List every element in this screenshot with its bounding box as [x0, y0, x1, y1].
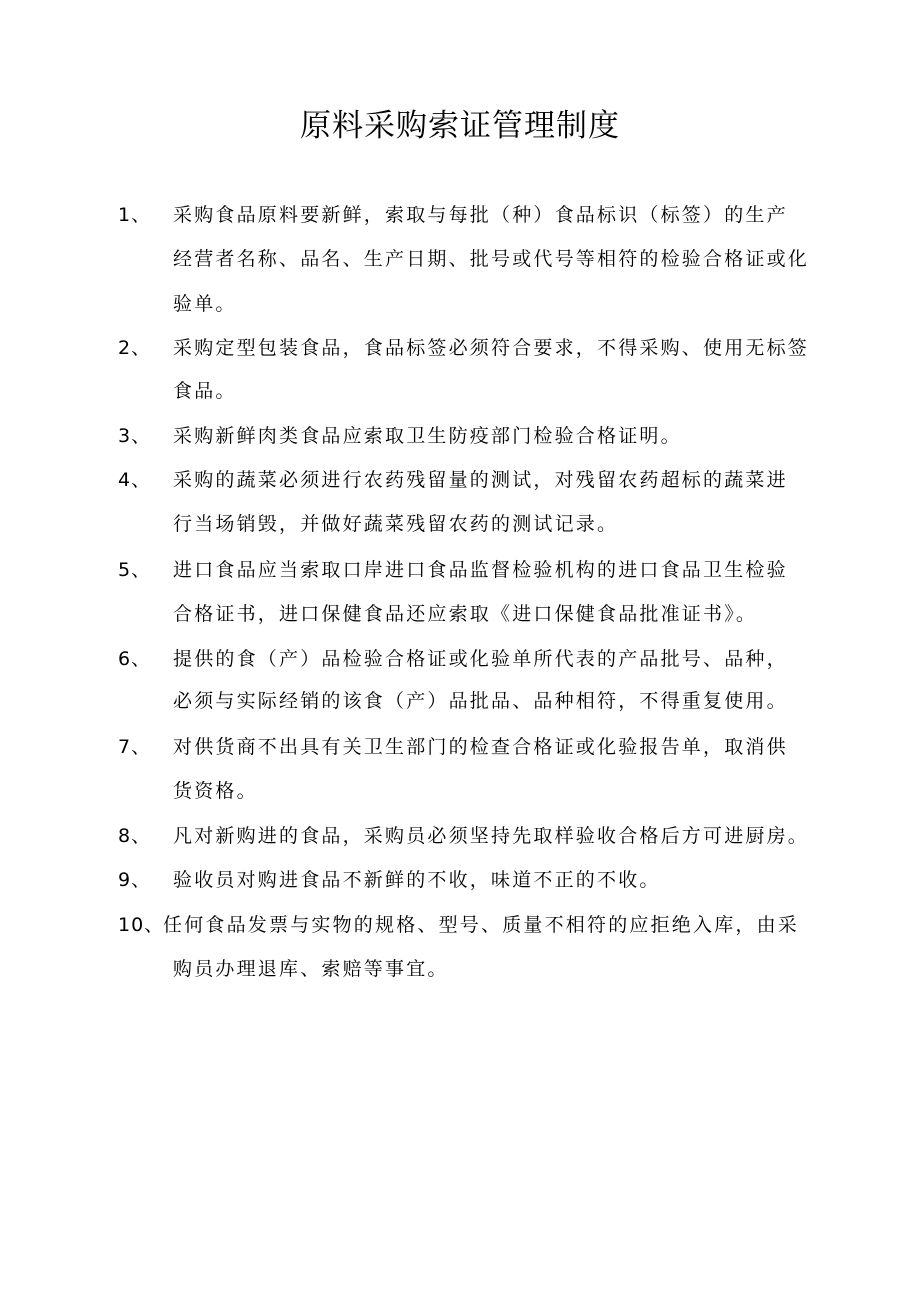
- item-number: 4、: [118, 469, 152, 491]
- item-line: 购员办理退库、索赔等事宜。: [173, 958, 449, 980]
- item-line: 行当场销毁，并做好蔬菜残留农药的测试记录。: [173, 513, 619, 535]
- item-number: 8、: [118, 825, 152, 847]
- item-line: 采购定型包装食品，食品标签必须符合要求，不得采购、使用无标签: [173, 337, 810, 359]
- item-line: 采购的蔬菜必须进行农药残留量的测试，对残留农药超标的蔬菜进: [173, 469, 788, 491]
- item-line: 合格证书，进口保健食品还应索取《进口保健食品批准证书》。: [173, 603, 758, 625]
- item-number: 1、: [118, 204, 152, 226]
- item-line: 凡对新购进的食品，采购员必须坚持先取样验收合格后方可进厨房。: [173, 825, 810, 847]
- item-line: 经营者名称、品名、生产日期、批号或代号等相符的检验合格证或化: [173, 248, 810, 270]
- item-number: 2、: [118, 337, 152, 359]
- item-line: 进口食品应当索取口岸进口食品监督检验机构的进口食品卫生检验: [173, 559, 788, 581]
- item-line: 采购食品原料要新鲜，索取与每批（种）食品标识（标签）的生产: [173, 204, 788, 226]
- item-number: 9、: [118, 869, 152, 891]
- document-title: 原料采购索证管理制度: [300, 108, 620, 144]
- item-line: 对供货商不出具有关卫生部门的检查合格证或化验报告单，取消供: [173, 736, 788, 758]
- item-number: 5、: [118, 559, 152, 581]
- item-line: 验单。: [173, 293, 237, 315]
- item-line: 食品。: [173, 380, 237, 402]
- item-number: 6、: [118, 648, 152, 670]
- item-line: 采购新鲜肉类食品应索取卫生防疫部门检验合格证明。: [173, 425, 682, 447]
- item-line: 提供的食（产）品检验合格证或化验单所代表的产品批号、品种，: [173, 648, 788, 670]
- item-line: 货资格。: [173, 780, 258, 802]
- item-line: 必须与实际经销的该食（产）品批品、品种相符，不得重复使用。: [173, 690, 788, 712]
- item-line: 验收员对购进食品不新鲜的不收，味道不正的不收。: [173, 869, 661, 891]
- item-line: 任何食品发票与实物的规格、型号、质量不相符的应拒绝入库，由采: [163, 914, 800, 936]
- item-number: 3、: [118, 425, 152, 447]
- item-number: 10、: [118, 914, 165, 936]
- item-number: 7、: [118, 736, 152, 758]
